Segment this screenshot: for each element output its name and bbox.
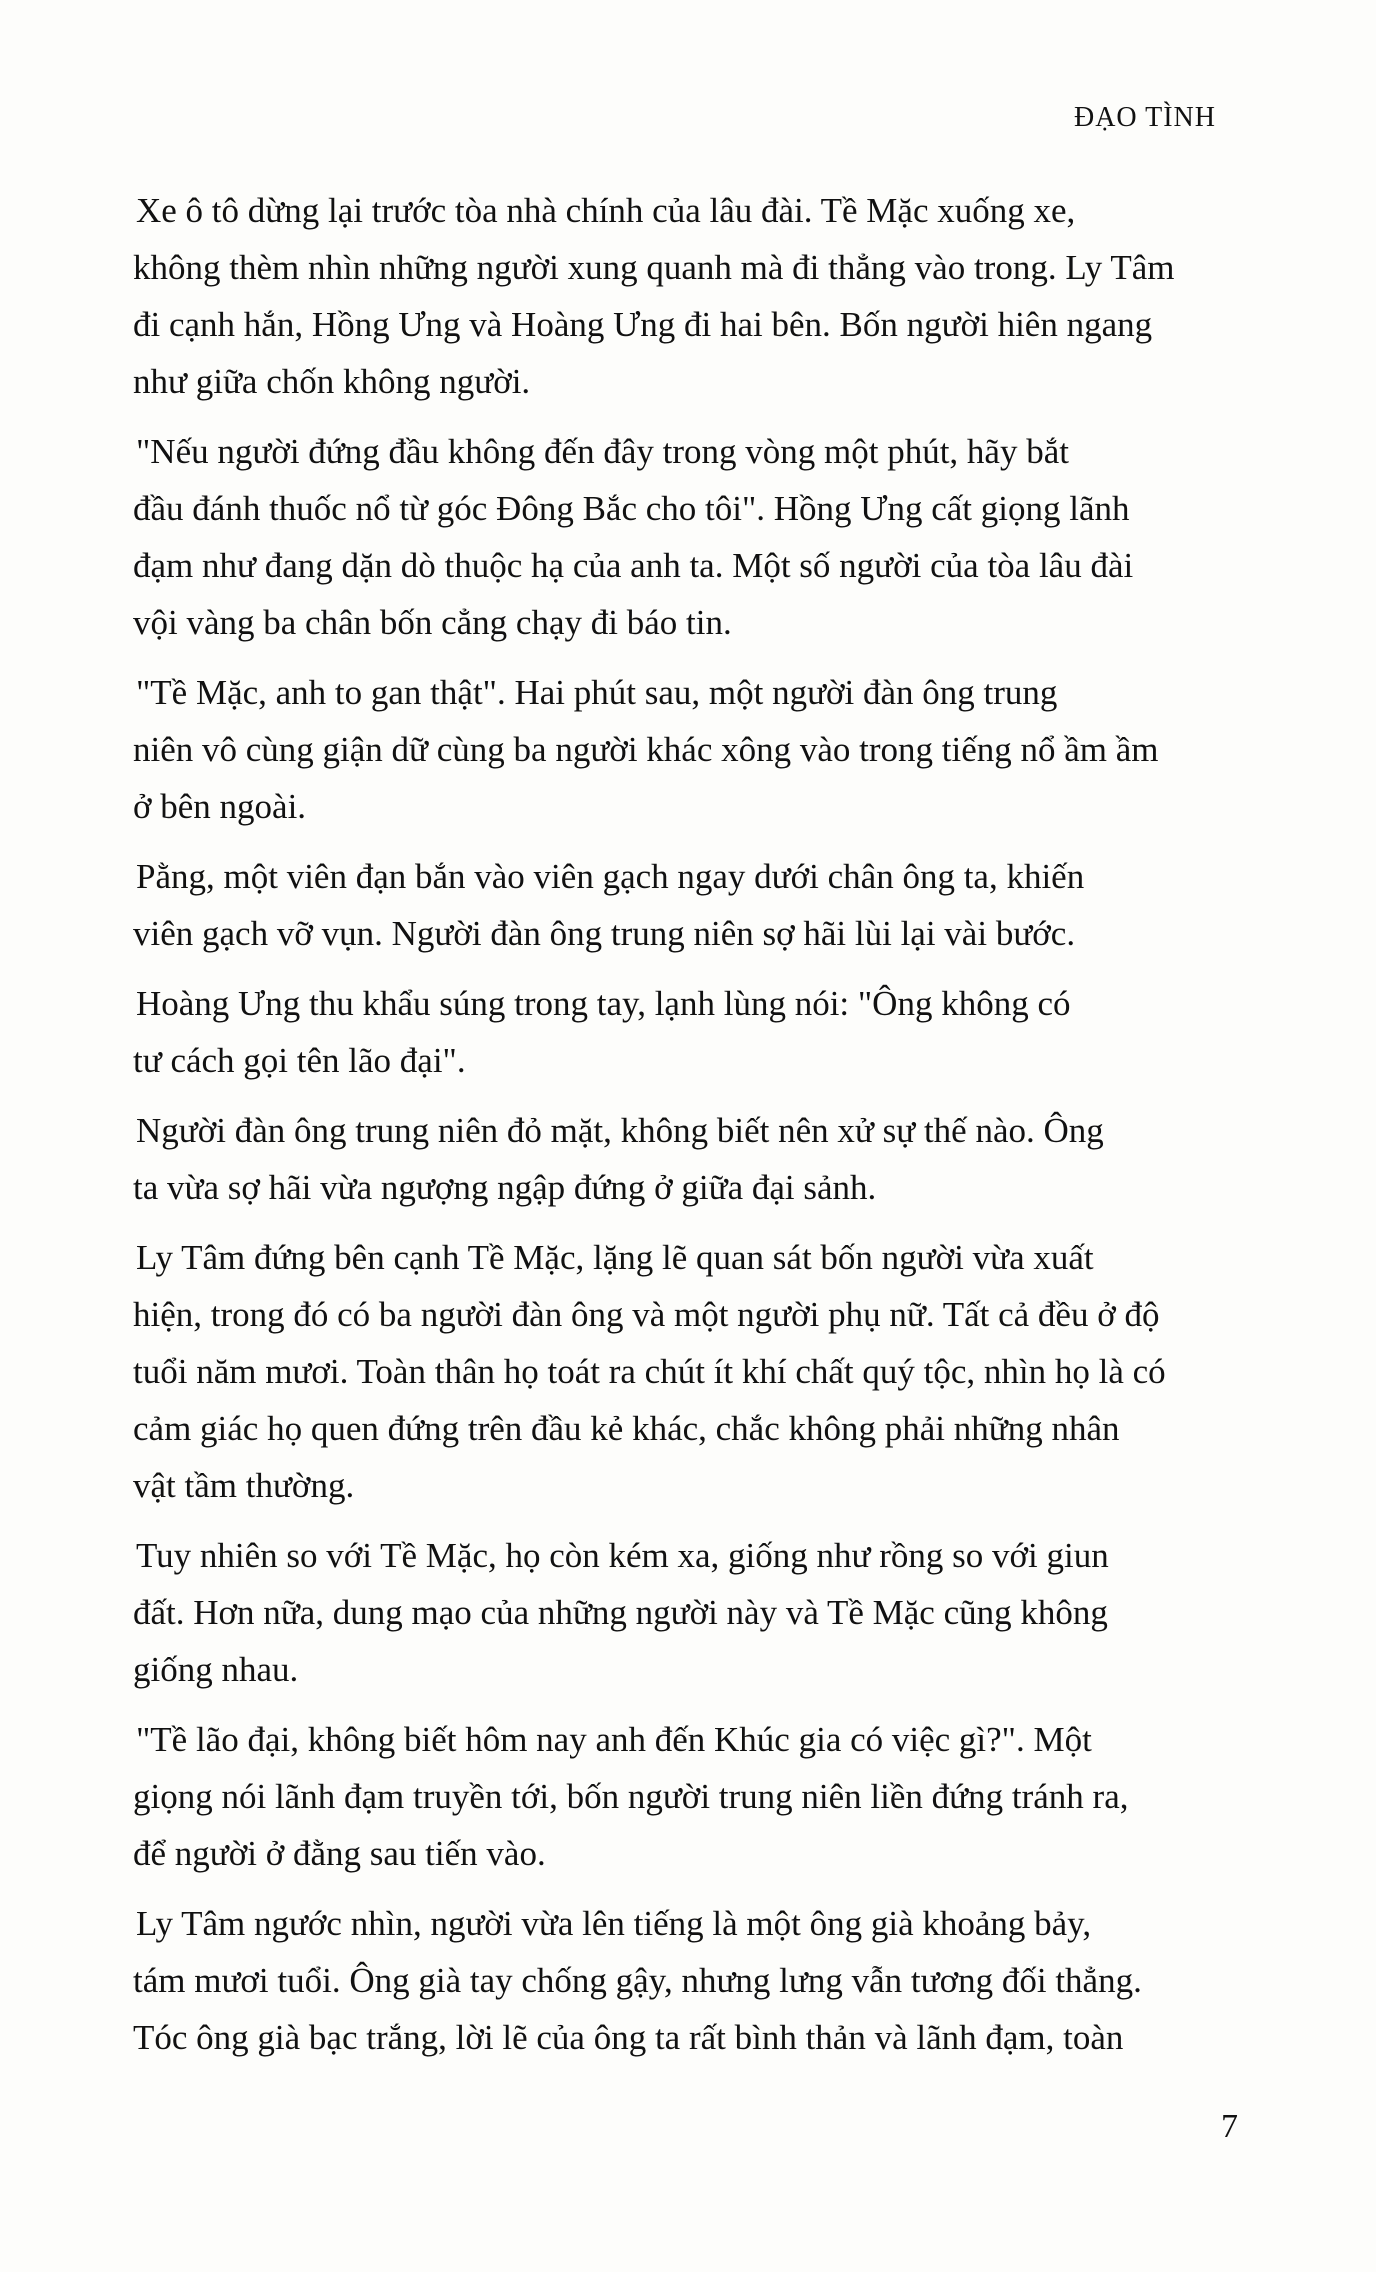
- paragraph: [130, 848, 1245, 962]
- paragraph: [130, 423, 1245, 651]
- text-line: đi cạnh hắn, Hồng Ưng và Hoàng Ưng đi hai bên. Bốn người hiên ngang: [133, 305, 1153, 344]
- text-line: "Tề lão đại, không biết hôm nay anh đến Khúc gia có việc gì?". Một: [136, 1720, 1092, 1759]
- text-line: hiện, trong đó có ba người đàn ông và một người phụ nữ. Tất cả đều ở độ: [133, 1295, 1160, 1334]
- text-line: Xe ô tô dừng lại trước tòa nhà chính của lâu đài. Tề Mặc xuống xe,: [136, 191, 1076, 230]
- text-line: niên vô cùng giận dữ cùng ba người khác xông vào trong tiếng nổ ầm ầm: [133, 730, 1159, 769]
- paragraph: [130, 975, 1245, 1089]
- text-line: đất. Hơn nữa, dung mạo của những người này và Tề Mặc cũng không: [133, 1593, 1108, 1632]
- text-line: Người đàn ông trung niên đỏ mặt, không biết nên xử sự thế nào. Ông: [136, 1111, 1104, 1150]
- text-line: như giữa chốn không người.: [133, 362, 531, 401]
- text-line: viên gạch vỡ vụn. Người đàn ông trung niên sợ hãi lùi lại vài bước.: [133, 914, 1076, 953]
- paragraph: [130, 1895, 1245, 2066]
- paragraph: [130, 1102, 1245, 1216]
- text-line: tuổi năm mươi. Toàn thân họ toát ra chút ít khí chất quý tộc, nhìn họ là có: [133, 1352, 1166, 1391]
- text-line: đạm như đang dặn dò thuộc hạ của anh ta. Một số người của tòa lâu đài: [133, 546, 1134, 585]
- text-line: Hoàng Ưng thu khẩu súng trong tay, lạnh lùng nói: "Ông không có: [136, 984, 1071, 1023]
- text-line: giống nhau.: [133, 1650, 299, 1689]
- text-line: không thèm nhìn những người xung quanh mà đi thẳng vào trong. Ly Tâm: [133, 248, 1175, 287]
- text-line: vật tầm thường.: [133, 1466, 355, 1505]
- text-line: đầu đánh thuốc nổ từ góc Đông Bắc cho tôi". Hồng Ưng cất giọng lãnh: [133, 489, 1130, 528]
- text-line: "Tề Mặc, anh to gan thật". Hai phút sau, một người đàn ông trung: [136, 673, 1058, 712]
- text-line: tư cách gọi tên lão đại".: [133, 1041, 466, 1080]
- running-header: ĐẠO TÌNH: [1073, 102, 1216, 133]
- paragraph: [130, 1711, 1245, 1882]
- text-line: vội vàng ba chân bốn cẳng chạy đi báo tin.: [133, 603, 732, 642]
- paragraph: [130, 1229, 1245, 1514]
- text-line: Ly Tâm đứng bên cạnh Tề Mặc, lặng lẽ quan sát bốn người vừa xuất: [136, 1238, 1094, 1277]
- paragraph: [130, 182, 1245, 410]
- text-line: ta vừa sợ hãi vừa ngượng ngập đứng ở giữa đại sảnh.: [133, 1168, 877, 1207]
- text-line: Ly Tâm ngước nhìn, người vừa lên tiếng là một ông già khoảng bảy,: [136, 1904, 1092, 1943]
- paragraph: [130, 1527, 1245, 1698]
- text-line: ở bên ngoài.: [133, 787, 307, 826]
- text-line: tám mươi tuổi. Ông già tay chống gậy, nhưng lưng vẫn tương đối thẳng.: [133, 1961, 1142, 2000]
- text-line: để người ở đằng sau tiến vào.: [133, 1834, 546, 1873]
- text-line: cảm giác họ quen đứng trên đầu kẻ khác, chắc không phải những nhân: [133, 1409, 1120, 1448]
- text-line: Pằng, một viên đạn bắn vào viên gạch ngay dưới chân ông ta, khiến: [136, 857, 1085, 896]
- text-line: Tuy nhiên so với Tề Mặc, họ còn kém xa, giống như rồng so với giun: [136, 1536, 1109, 1575]
- text-line: Tóc ông già bạc trắng, lời lẽ của ông ta rất bình thản và lãnh đạm, toàn: [133, 2018, 1124, 2057]
- text-line: giọng nói lãnh đạm truyền tới, bốn người trung niên liền đứng tránh ra,: [133, 1777, 1129, 1816]
- body-text: [130, 182, 1245, 2079]
- page-number: 7: [1221, 2108, 1238, 2145]
- text-line: "Nếu người đứng đầu không đến đây trong vòng một phút, hãy bắt: [136, 432, 1069, 471]
- paragraph: [130, 664, 1245, 835]
